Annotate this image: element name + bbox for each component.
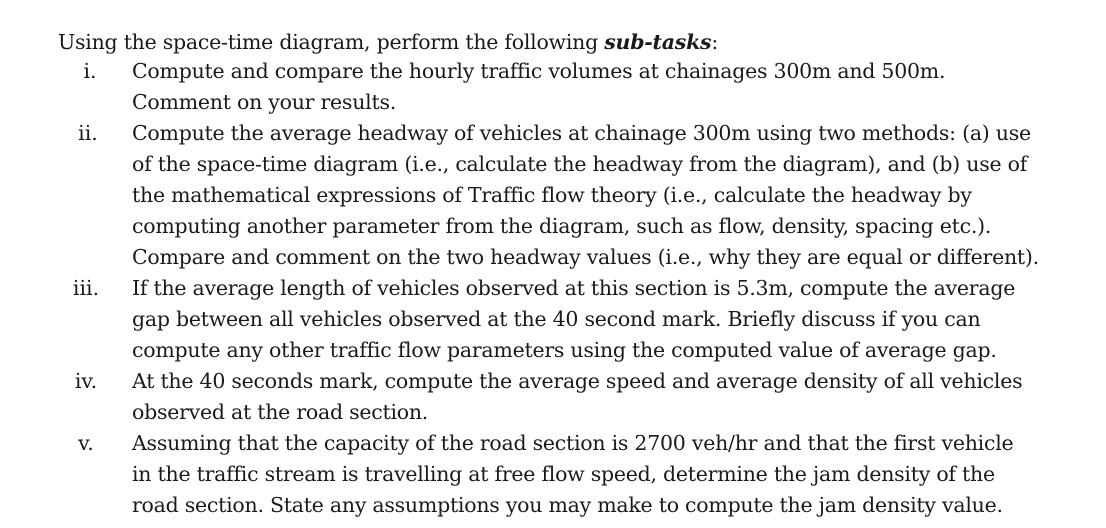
- intro-prefix: Using the space-time diagram, perform the following: [58, 30, 605, 54]
- item-line: At the 40 seconds mark, compute the average speed and average density of all vehicles: [132, 369, 1023, 393]
- item-numeral: iii.: [72, 276, 100, 300]
- item-text: [132, 273, 1022, 366]
- item-line: road section. State any assumptions you may make to compute the jam density value.: [132, 493, 1003, 517]
- item-line: Assuming that the capacity of the road section is 2700 veh/hr and that the first vehicle: [132, 431, 1014, 455]
- item-line: observed at the road section.: [132, 400, 429, 424]
- item-line: gap between all vehicles observed at the 40 second mark. Briefly discuss if you can: [132, 307, 981, 331]
- item-line: of the space-time diagram (i.e., calculate the headway from the diagram), and (b) use of: [132, 152, 1028, 176]
- item-line: Comment on your results.: [132, 90, 396, 114]
- item-text: [132, 118, 1039, 273]
- item-line: in the traffic stream is travelling at free flow speed, determine the jam density of the: [132, 462, 995, 486]
- intro-sentence: [58, 27, 718, 58]
- item-line: the mathematical expressions of Traffic flow theory (i.e., calculate the headway by: [132, 183, 972, 207]
- item-numeral: iv.: [74, 369, 98, 393]
- intro-suffix: :: [711, 30, 718, 54]
- intro-emphasis: sub-tasks: [604, 30, 712, 54]
- item-text: [132, 428, 1022, 521]
- item-line: Compare and comment on the two headway values (i.e., why they are equal or different).: [132, 245, 1039, 269]
- item-line: computing another parameter from the diagram, such as flow, density, spacing etc.).: [132, 214, 992, 238]
- item-text: [132, 366, 1022, 428]
- item-text: [132, 56, 1022, 118]
- item-numeral: i.: [83, 59, 97, 83]
- item-line: Compute and compare the hourly traffic volumes at chainages 300m and 500m.: [132, 59, 946, 83]
- item-line: compute any other traffic flow parameters using the computed value of average gap.: [132, 338, 997, 362]
- item-numeral: ii.: [78, 121, 98, 145]
- item-line: If the average length of vehicles observed at this section is 5.3m, compute the average: [132, 276, 1016, 300]
- item-line: Compute the average headway of vehicles at chainage 300m using two methods: (a) use: [132, 121, 1031, 145]
- item-numeral: v.: [78, 431, 94, 455]
